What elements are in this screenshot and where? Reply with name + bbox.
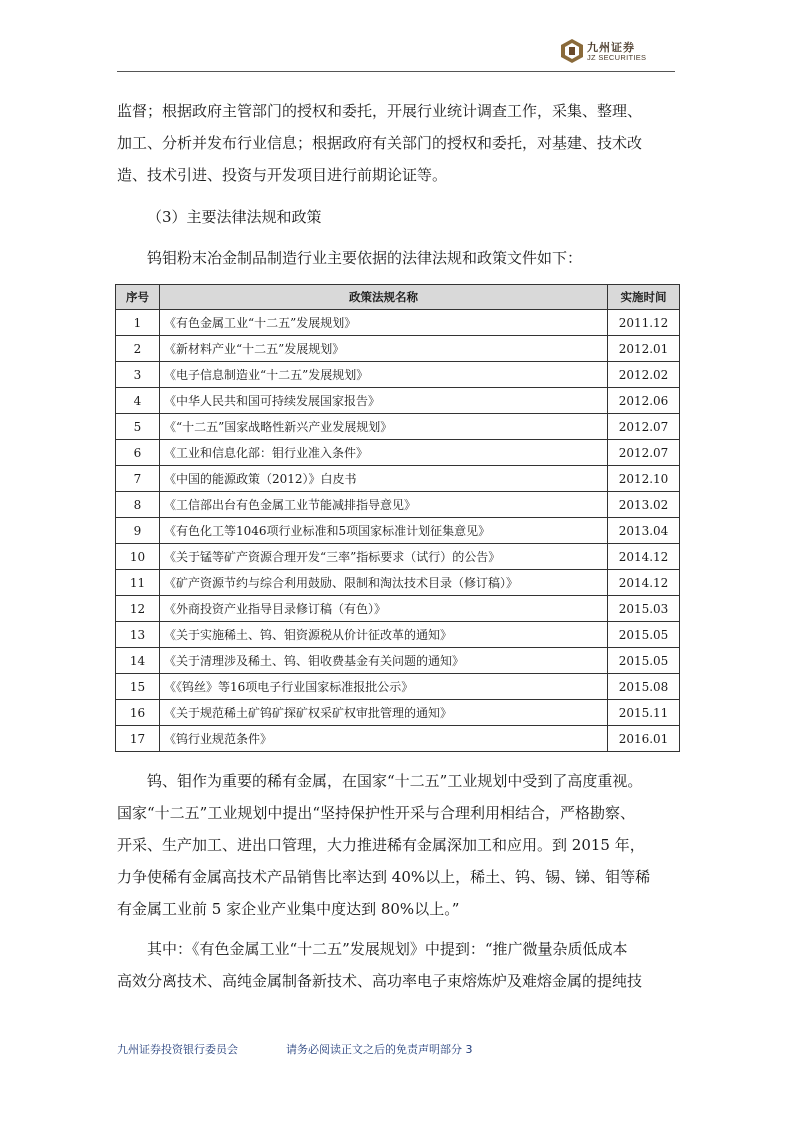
table-row [116, 700, 680, 726]
text-line: 加工、分析并发布行业信息；根据政府有关部门的授权和委托，对基建、技术改 [117, 134, 643, 152]
policy-name: 《中国的能源政策（2012）》白皮书 [160, 466, 608, 492]
effective-date: 2013.04 [608, 518, 680, 544]
text-line: 造、技术引进、投资与开发项目进行前期论证等。 [117, 166, 448, 184]
column-header-index: 序号 [116, 285, 160, 310]
row-index: 16 [116, 700, 160, 726]
row-index: 9 [116, 518, 160, 544]
policy-name: 《关于清理涉及稀土、钨、钼收费基金有关问题的通知》 [160, 648, 608, 674]
paragraph-five-year-plan [117, 765, 677, 925]
effective-date: 2015.05 [608, 622, 680, 648]
policy-name: 《钨行业规范条件》 [160, 726, 608, 752]
row-index: 12 [116, 596, 160, 622]
effective-date: 2011.12 [608, 310, 680, 336]
logo-chinese-name: 九州证券 [587, 41, 635, 54]
effective-date: 2015.03 [608, 596, 680, 622]
policy-name: 《工信部出台有色金属工业节能减排指导意见》 [160, 492, 608, 518]
effective-date: 2015.05 [608, 648, 680, 674]
effective-date: 2015.08 [608, 674, 680, 700]
row-index: 2 [116, 336, 160, 362]
policy-name: 《新材料产业“十二五”发展规划》 [160, 336, 608, 362]
table-row [116, 596, 680, 622]
text-line: 国家“十二五”工业规划中提出“坚持保护性开采与合理利用相结合，严格勘察、 [117, 804, 636, 822]
table-header-row [116, 285, 680, 310]
company-logo [561, 39, 671, 65]
policy-name: 《工业和信息化部：钼行业准入条件》 [160, 440, 608, 466]
table-row [116, 466, 680, 492]
table-row [116, 726, 680, 752]
table-row [116, 518, 680, 544]
table-row [116, 310, 680, 336]
logo-english-name: JZ SECURITIES [587, 53, 647, 62]
row-index: 4 [116, 388, 160, 414]
policy-name: 《有色化工等1046项行业标准和5项国家标准计划征集意见》 [160, 518, 608, 544]
text-line: 高效分离技术、高纯金属制备新技术、高功率电子束熔炼炉及难熔金属的提纯技 [117, 972, 643, 990]
effective-date: 2012.02 [608, 362, 680, 388]
policy-name: 《《钨丝》等16项电子行业国家标准报批公示》 [160, 674, 608, 700]
row-index: 10 [116, 544, 160, 570]
text-line: 力争使稀有金属高技术产品销售比率达到 40%以上，稀土、钨、锡、锑、钼等稀 [117, 868, 651, 886]
effective-date: 2014.12 [608, 544, 680, 570]
table-row [116, 492, 680, 518]
table-row [116, 362, 680, 388]
text-line: 有金属工业前 5 家企业产业集中度达到 80%以上。” [117, 900, 460, 918]
section-heading: （3）主要法律法规和政策 [147, 208, 322, 226]
effective-date: 2013.02 [608, 492, 680, 518]
table-row [116, 440, 680, 466]
policy-table [115, 284, 680, 752]
table-intro: 钨钼粉末冶金制品制造行业主要依据的法律法规和政策文件如下： [147, 249, 583, 267]
row-index: 17 [116, 726, 160, 752]
effective-date: 2012.01 [608, 336, 680, 362]
text-line: 其中：《有色金属工业“十二五”发展规划》中提到：“推广微量杂质低成本 [147, 940, 628, 958]
row-index: 1 [116, 310, 160, 336]
effective-date: 2012.10 [608, 466, 680, 492]
column-header-name: 政策法规名称 [160, 285, 608, 310]
policy-name: 《中华人民共和国可持续发展国家报告》 [160, 388, 608, 414]
row-index: 11 [116, 570, 160, 596]
policy-name: 《矿产资源节约与综合利用鼓励、限制和淘汰技术目录（修订稿）》 [160, 570, 608, 596]
policy-name: 《有色金属工业“十二五”发展规划》 [160, 310, 608, 336]
text-line: 开采、生产加工、进出口管理，大力推进稀有金属深加工和应用。到 2015 年， [117, 836, 645, 854]
table-row [116, 648, 680, 674]
effective-date: 2012.07 [608, 414, 680, 440]
row-index: 6 [116, 440, 160, 466]
row-index: 7 [116, 466, 160, 492]
paragraph-supervision [117, 95, 677, 191]
row-index: 14 [116, 648, 160, 674]
table-row [116, 336, 680, 362]
row-index: 5 [116, 414, 160, 440]
text-line: 监督；根据政府主管部门的授权和委托，开展行业统计调查工作，采集、整理、 [117, 102, 643, 120]
effective-date: 2012.07 [608, 440, 680, 466]
header-divider [117, 71, 675, 72]
policy-name: 《关于规范稀土矿钨矿探矿权采矿权审批管理的通知》 [160, 700, 608, 726]
footer-disclaimer: 请务必阅读正文之后的免责声明部分 3 [286, 1043, 473, 1056]
effective-date: 2015.11 [608, 700, 680, 726]
row-index: 3 [116, 362, 160, 388]
policy-name: 《关于实施稀土、钨、钼资源税从价计征改革的通知》 [160, 622, 608, 648]
row-index: 8 [116, 492, 160, 518]
policy-name: 《关于锰等矿产资源合理开发“三率”指标要求（试行）的公告》 [160, 544, 608, 570]
paragraph-nonferrous-plan [117, 933, 677, 997]
table-row [116, 674, 680, 700]
policy-name: 《外商投资产业指导目录修订稿（有色）》 [160, 596, 608, 622]
table-row [116, 388, 680, 414]
logo-mark-icon [561, 39, 583, 63]
table-row [116, 622, 680, 648]
table-row [116, 544, 680, 570]
table-row [116, 570, 680, 596]
footer-company: 九州证券投资银行委员会 [117, 1043, 238, 1056]
row-index: 15 [116, 674, 160, 700]
column-header-date: 实施时间 [608, 285, 680, 310]
policy-name: 《“十二五”国家战略性新兴产业发展规划》 [160, 414, 608, 440]
effective-date: 2014.12 [608, 570, 680, 596]
effective-date: 2012.06 [608, 388, 680, 414]
effective-date: 2016.01 [608, 726, 680, 752]
text-line: 钨、钼作为重要的稀有金属，在国家“十二五”工业规划中受到了高度重视。 [147, 772, 643, 790]
table-row [116, 414, 680, 440]
row-index: 13 [116, 622, 160, 648]
policy-name: 《电子信息制造业“十二五”发展规划》 [160, 362, 608, 388]
